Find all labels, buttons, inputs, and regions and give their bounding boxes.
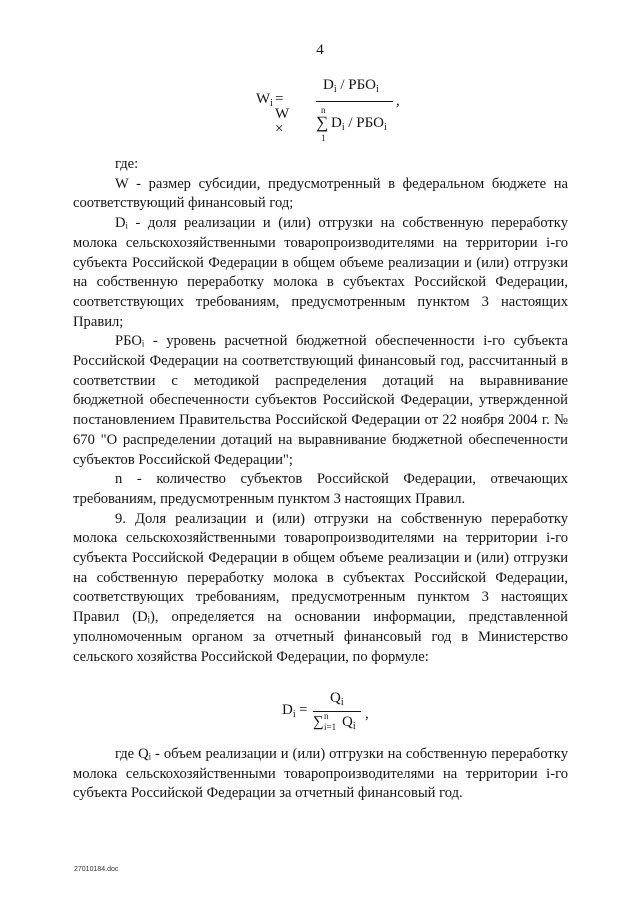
closing-text [73, 745, 568, 804]
paragraph: где Qᵢ - объем реализации и (или) отгрузки на собственную переработку молока сельскохозяйственными товаропроизводителями на территории i-го субъекта Российской Федерации за отчетный финансовый год. [73, 746, 568, 802]
formula-d-numerator: $Q_i$ [330, 690, 344, 708]
formula-w-numerator: $D_i / РБО_i$ [323, 77, 379, 95]
paragraph: РБОᵢ - уровень расчетной бюджетной обеспеченности i-го субъекта Российской Федерации на соответствующий финансовый год, рассчитанный в соответствии с методикой распределения дотаций на выравнивание бюджетной обеспеченности субъектов Российской Федерации, утвержденной постановлением Правительства Российской Федерации от 22 ноября 2004 г. № 670 "О распределении дотаций на выравнивание бюджетной обеспеченности субъектов Российской Федерации"; [73, 333, 568, 468]
formula-w-fraction-line [316, 101, 393, 102]
paragraph: 9. Доля реализации и (или) отгрузки на собственную переработку молока сельскохозяйственными товаропроизводителями на территории i-го субъекта Российской Федерации в общем объеме реализации и (или) отгрузки на собственную переработку молока в субъектах Российской Федерации, соответствующих требованиям, предусмотренным пунктом 3 настоящих Правил (Dᵢ), определяется на основании информации, представленной уполномоченным органом за отчетный финансовый год в Министерство сельского хозяйства Российской Федерации, по формуле: [73, 510, 568, 665]
formula-d-fraction-line [313, 711, 361, 712]
body-text [73, 155, 568, 667]
paragraph: где: [115, 156, 139, 172]
paragraph: W - размер субсидии, предусмотренный в федеральном бюджете на соответствующий финансовый год; [73, 175, 568, 212]
page-number: 4 [316, 42, 324, 58]
paragraph: n - количество субъектов Российской Федерации, отвечающих требованиям, предусмотренным пунктом 3 настоящих Правил. [73, 471, 568, 507]
footer-filename: 27010184.doc [74, 866, 119, 873]
paragraph: Dᵢ - доля реализации и (или) отгрузки на собственную переработку молока сельскохозяйственными товаропроизводителями на территории i-го субъекта Российской Федерации в общем объеме реализации и (или) отгрузки на собственную переработку молока в субъектах Российской Федерации, соответствующих требованиям, предусмотренным пунктом 3 настоящих Правил; [73, 215, 568, 330]
